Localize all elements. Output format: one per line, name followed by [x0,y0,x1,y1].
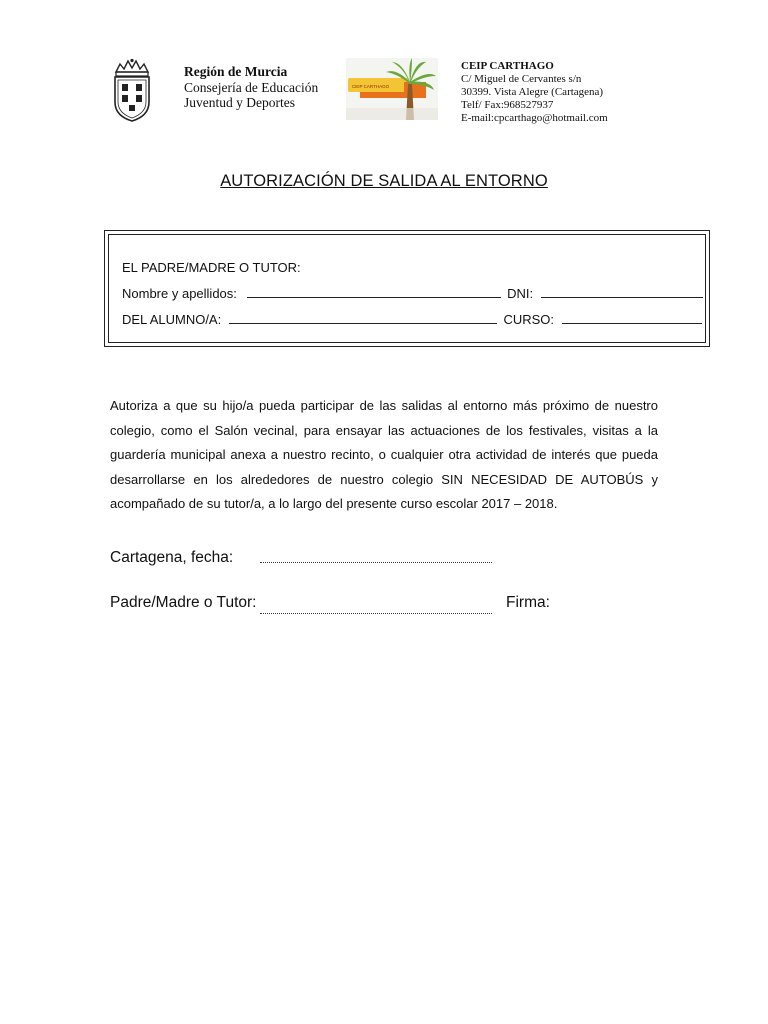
school-contact-block [461,60,608,125]
guardian-form-inner-border [108,234,706,343]
guardian-label: Padre/Madre o Tutor: [110,594,257,611]
student-field[interactable] [229,312,497,324]
school-name: CEIP CARTHAGO [461,60,554,72]
name-field[interactable] [247,286,501,298]
region-crest-icon [110,58,154,124]
region-block [184,64,318,111]
sign-label: Firma: [506,594,550,611]
course-field[interactable] [562,312,702,324]
guardian-heading-text: EL PADRE/MADRE O TUTOR: [122,260,301,275]
region-line-3: Juventud y Deportes [184,95,295,110]
school-address: C/ Miguel de Cervantes s/n [461,73,582,85]
student-row [122,312,702,327]
name-label: Nombre y apellidos: [122,286,237,301]
date-field[interactable] [260,562,492,563]
guardian-name-row [122,286,703,301]
course-label: CURSO: [503,312,555,327]
authorization-paragraph: Autoriza a que su hijo/a pueda participar de las salidas al entorno más próximo de nuestro colegio, como el Salón vecinal, para ensayar las actuaciones de los festivales, visitas a la guardería municipal anexa a nuestro recinto, o cualquier otra actividad de interés que pueda desarrollarse en los alrededores de nuestro colegio SIN NECESIDAD DE AUTOBÚS y acompañado de su tutor/a, a lo largo del presente curso escolar 2017 – 2018. [110,398,658,512]
guardian-signature-field[interactable] [260,613,492,614]
region-line-2: Consejería de Educación [184,79,319,95]
guardian-heading [122,260,301,275]
dni-field[interactable] [541,286,703,298]
document-title: AUTORIZACIÓN DE SALIDA AL ENTORNO [220,172,548,190]
school-city: 30399. Vista Alegre (Cartagena) [461,86,604,98]
school-email: E-mail:cpcarthago@hotmail.com [461,112,608,124]
region-name: Región de Murcia [184,64,288,79]
guardian-form-box [104,230,710,347]
date-label: Cartagena, fecha: [110,549,234,566]
logo-caption: CEIP CARTHAGO [352,84,390,89]
palm-tree-logo-icon [346,58,438,120]
school-phone: Telf/ Fax:968527937 [461,99,554,111]
student-label: DEL ALUMNO/A: [122,312,222,327]
dni-label: DNI: [507,286,534,301]
